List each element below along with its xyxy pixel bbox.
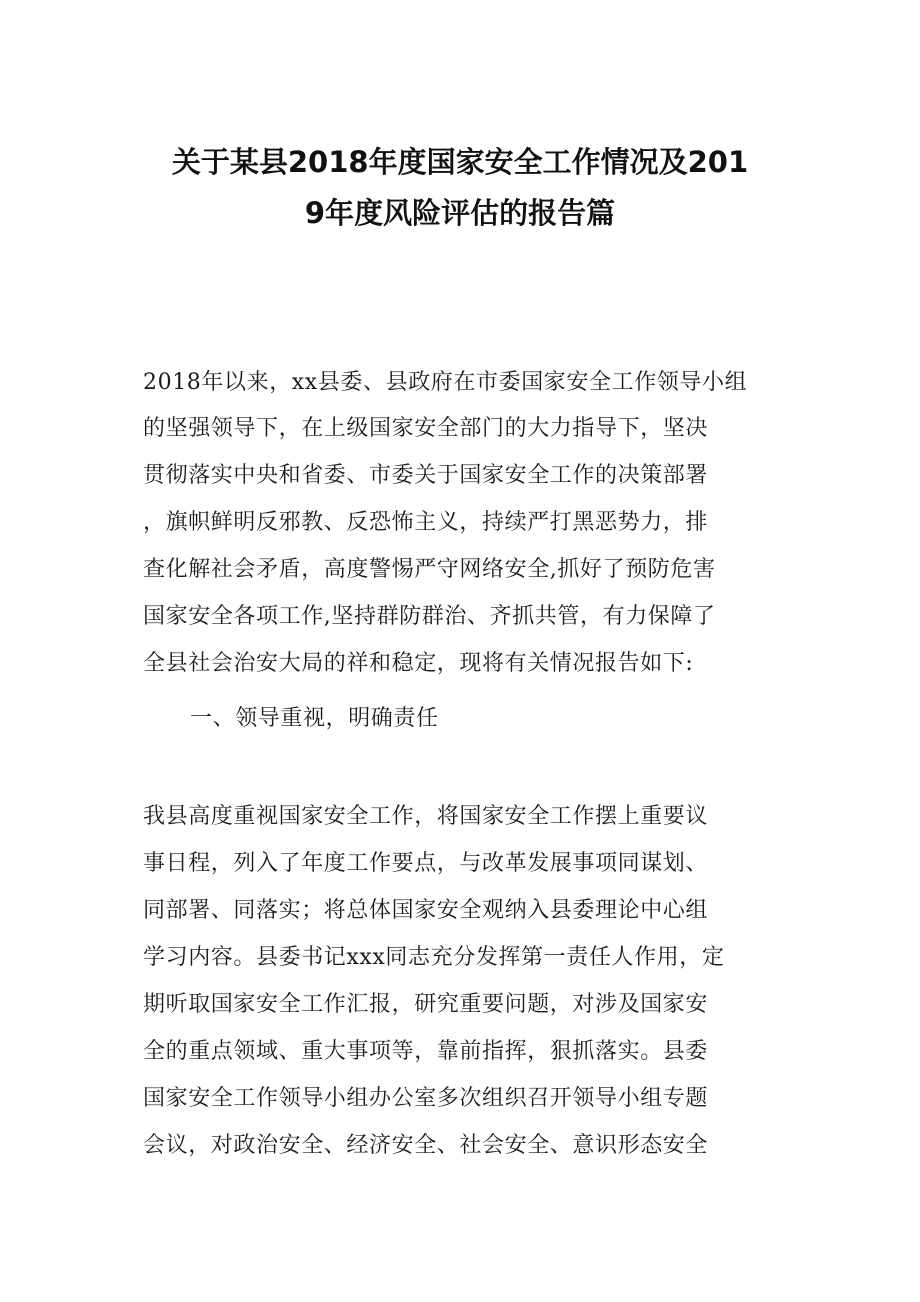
text-line: 国家安全工作领导小组办公室多次组织召开领导小组专题 <box>143 1086 709 1111</box>
text-line: ，旗帜鲜明反邪教、反恐怖主义，持续严打黑恶势力，排 <box>143 510 709 535</box>
document-title-line-1: 关于某县2018年度国家安全工作情况及201 <box>171 145 749 179</box>
text-line: 的坚强领导下，在上级国家安全部门的大力指导下，坚决 <box>143 416 709 441</box>
text-line: 全的重点领域、重大事项等，靠前指挥，狠抓落实。县委 <box>143 1039 709 1064</box>
section-heading: 一、领导重视，明确责任 <box>190 706 439 731</box>
text-line: 2018年以来，xx县委、县政府在市委国家安全工作领导小组 <box>143 370 748 395</box>
text-line: 会议，对政治安全、经济安全、社会安全、意识形态安全 <box>143 1133 709 1158</box>
text-line: 期听取国家安全工作汇报，研究重要问题，对涉及国家安 <box>143 992 709 1017</box>
text-line: 查化解社会矛盾，高度警惕严守网络安全,抓好了预防危害 <box>143 557 716 582</box>
text-line: 学习内容。县委书记xxx同志充分发挥第一责任人作用，定 <box>143 945 725 970</box>
text-line: 贯彻落实中央和省委、市委关于国家安全工作的决策部署 <box>143 463 709 488</box>
text-line: 我县高度重视国家安全工作，将国家安全工作摆上重要议 <box>143 804 709 829</box>
text-line: 国家安全各项工作,坚持群防群治、齐抓共管，有力保障了 <box>143 604 716 629</box>
text-line: 事日程，列入了年度工作要点，与改革发展事项同谋划、 <box>143 851 709 876</box>
text-line: 全县社会治安大局的祥和稳定，现将有关情况报告如下: <box>143 651 694 676</box>
document-title-line-2: 9年度风险评估的报告篇 <box>304 196 616 230</box>
text-line: 同部署、同落实；将总体国家安全观纳入县委理论中心组 <box>143 898 709 923</box>
